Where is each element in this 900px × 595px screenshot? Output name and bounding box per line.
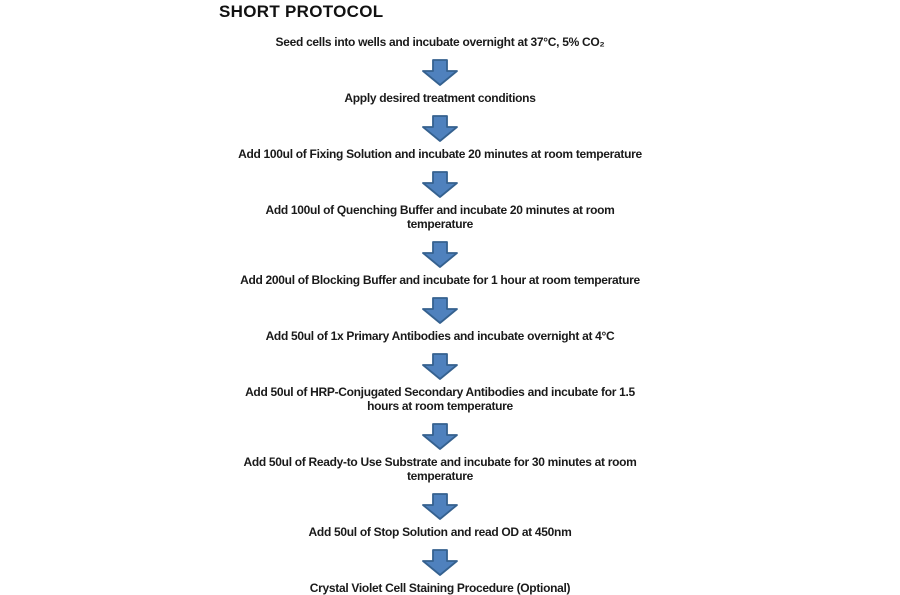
step-text <box>266 329 615 343</box>
down-arrow-icon <box>421 297 459 324</box>
step-text-line: Add 50ul of Stop Solution and read OD at 450nm <box>308 525 572 539</box>
step-text <box>243 455 636 483</box>
down-arrow-glyph <box>421 59 459 86</box>
down-arrow-glyph <box>421 423 459 450</box>
down-arrow-glyph <box>421 115 459 142</box>
step-text <box>310 581 570 595</box>
down-arrow-glyph <box>421 241 459 268</box>
down-arrow-icon <box>421 59 459 86</box>
down-arrow-icon <box>421 423 459 450</box>
down-arrow-icon <box>421 241 459 268</box>
page-title: SHORT PROTOCOL <box>219 2 384 21</box>
step-text <box>245 385 635 413</box>
step-text <box>309 525 572 539</box>
step-text <box>238 147 642 161</box>
down-arrow-icon <box>421 115 459 142</box>
step-text-line: Add 100ul of Fixing Solution and incubate 20 minutes at room temperature <box>238 147 642 161</box>
down-arrow-glyph <box>421 549 459 576</box>
step-text-line: Add 50ul of 1x Primary Antibodies and incubate overnight at 4°C <box>265 329 615 343</box>
step-text-line: Apply desired treatment conditions <box>344 91 536 105</box>
down-arrow-icon <box>421 493 459 520</box>
down-arrow-icon <box>421 353 459 380</box>
step-text-line: Seed cells into wells and incubate overnight at 37°C, 5% CO₂ <box>275 35 605 49</box>
step-text-line: hours at room temperature <box>367 399 513 413</box>
step-text-line: temperature <box>406 469 474 483</box>
step-text-line: Add 50ul of Ready-to Use Substrate and incubate for 30 minutes at room <box>243 455 637 469</box>
down-arrow-icon <box>421 549 459 576</box>
step-text <box>276 35 605 49</box>
down-arrow-glyph <box>421 171 459 198</box>
step-text <box>240 273 640 287</box>
flow-steps <box>120 35 760 595</box>
down-arrow-glyph <box>421 493 459 520</box>
step-text-line: Add 50ul of HRP-Conjugated Secondary Antibodies and incubate for 1.5 <box>245 385 635 399</box>
down-arrow-icon <box>421 171 459 198</box>
protocol-flowchart <box>120 0 760 595</box>
down-arrow-glyph <box>421 297 459 324</box>
step-text <box>344 91 535 105</box>
step-text-line: Add 100ul of Quenching Buffer and incubate 20 minutes at room <box>265 203 615 217</box>
step-text-line: temperature <box>406 217 474 231</box>
down-arrow-glyph <box>421 353 459 380</box>
step-text <box>265 203 614 231</box>
step-text-line: Crystal Violet Cell Staining Procedure (Optional) <box>309 581 571 595</box>
step-text-line: Add 200ul of Blocking Buffer and incubate for 1 hour at room temperature <box>240 273 640 287</box>
